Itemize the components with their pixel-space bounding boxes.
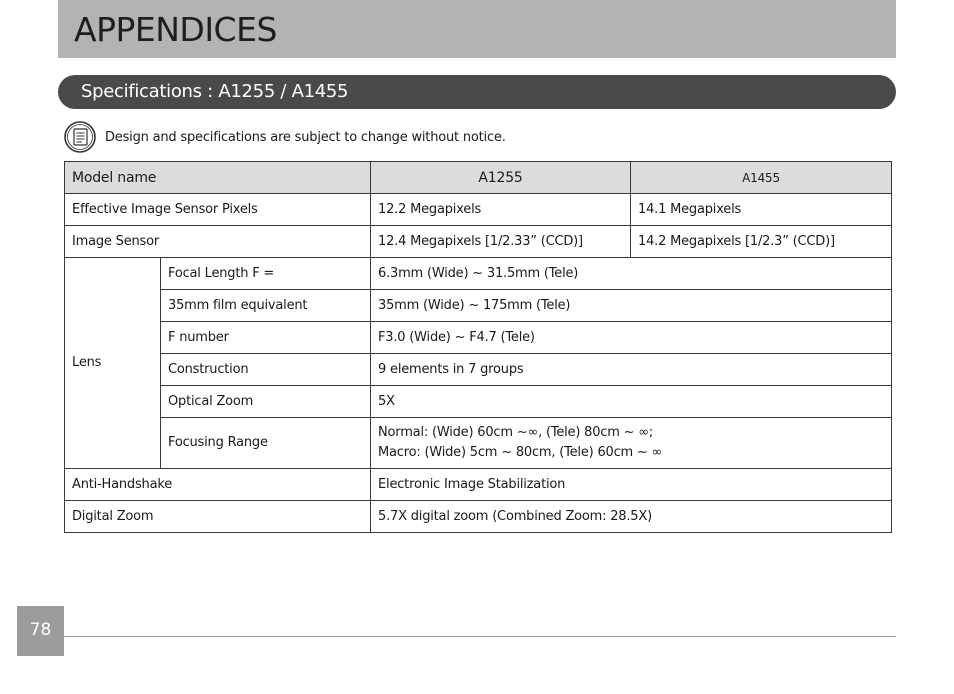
shared-value: 5.7X digital zoom (Combined Zoom: 28.5X) xyxy=(371,501,892,533)
table-row xyxy=(65,469,892,501)
a1455-value: 14.2 Megapixels [1/2.3” (CCD)] xyxy=(631,226,892,258)
header-bar xyxy=(58,0,896,58)
focusing-range-value xyxy=(371,418,892,469)
model-name-header: Model name xyxy=(65,162,371,194)
model-a1255-header: A1255 xyxy=(371,162,631,194)
a1255-value: 12.4 Megapixels [1/2.33” (CCD)] xyxy=(371,226,631,258)
page-number-box xyxy=(17,606,64,656)
table-row xyxy=(65,290,892,322)
shared-value: 35mm (Wide) ~ 175mm (Tele) xyxy=(371,290,892,322)
row-label: Focal Length F = xyxy=(161,258,371,290)
row-label: Digital Zoom xyxy=(65,501,371,533)
row-label: F number xyxy=(161,322,371,354)
table-row xyxy=(65,258,892,290)
focusing-macro-line: Macro: (Wide) 5cm ~ 80cm, (Tele) 60cm ~ ∞ xyxy=(378,445,663,460)
row-label: Image Sensor xyxy=(65,226,371,258)
a1455-value: 14.1 Megapixels xyxy=(631,194,892,226)
shared-value: Electronic Image Stabilization xyxy=(371,469,892,501)
shared-value: F3.0 (Wide) ~ F4.7 (Tele) xyxy=(371,322,892,354)
row-label: Effective Image Sensor Pixels xyxy=(65,194,371,226)
model-a1455-header: A1455 xyxy=(631,162,892,194)
row-label: Optical Zoom xyxy=(161,386,371,418)
shared-value: 6.3mm (Wide) ~ 31.5mm (Tele) xyxy=(371,258,892,290)
row-label: 35mm film equivalent xyxy=(161,290,371,322)
table-row xyxy=(65,194,892,226)
spec-change-note: Design and specifications are subject to change without notice. xyxy=(105,130,506,145)
row-label: Anti-Handshake xyxy=(65,469,371,501)
table-row xyxy=(65,354,892,386)
shared-value: 9 elements in 7 groups xyxy=(371,354,892,386)
shared-value: 5X xyxy=(371,386,892,418)
memo-note-icon xyxy=(64,121,96,153)
row-label: Focusing Range xyxy=(161,418,371,469)
footer-divider xyxy=(64,636,896,637)
table-row xyxy=(65,386,892,418)
a1255-value: 12.2 Megapixels xyxy=(371,194,631,226)
section-title: Specifications : A1255 / A1455 xyxy=(81,81,349,102)
focusing-normal-line: Normal: (Wide) 60cm ~∞, (Tele) 80cm ~ ∞; xyxy=(378,425,654,440)
page-title: APPENDICES xyxy=(74,10,277,49)
specifications-table xyxy=(64,161,892,533)
row-label: Construction xyxy=(161,354,371,386)
table-row xyxy=(65,226,892,258)
table-row xyxy=(65,418,892,469)
table-row xyxy=(65,322,892,354)
section-bar xyxy=(58,75,896,109)
table-header-row xyxy=(65,162,892,194)
page-number: 78 xyxy=(29,620,52,640)
lens-group-label: Lens xyxy=(65,258,161,469)
table-row xyxy=(65,501,892,533)
